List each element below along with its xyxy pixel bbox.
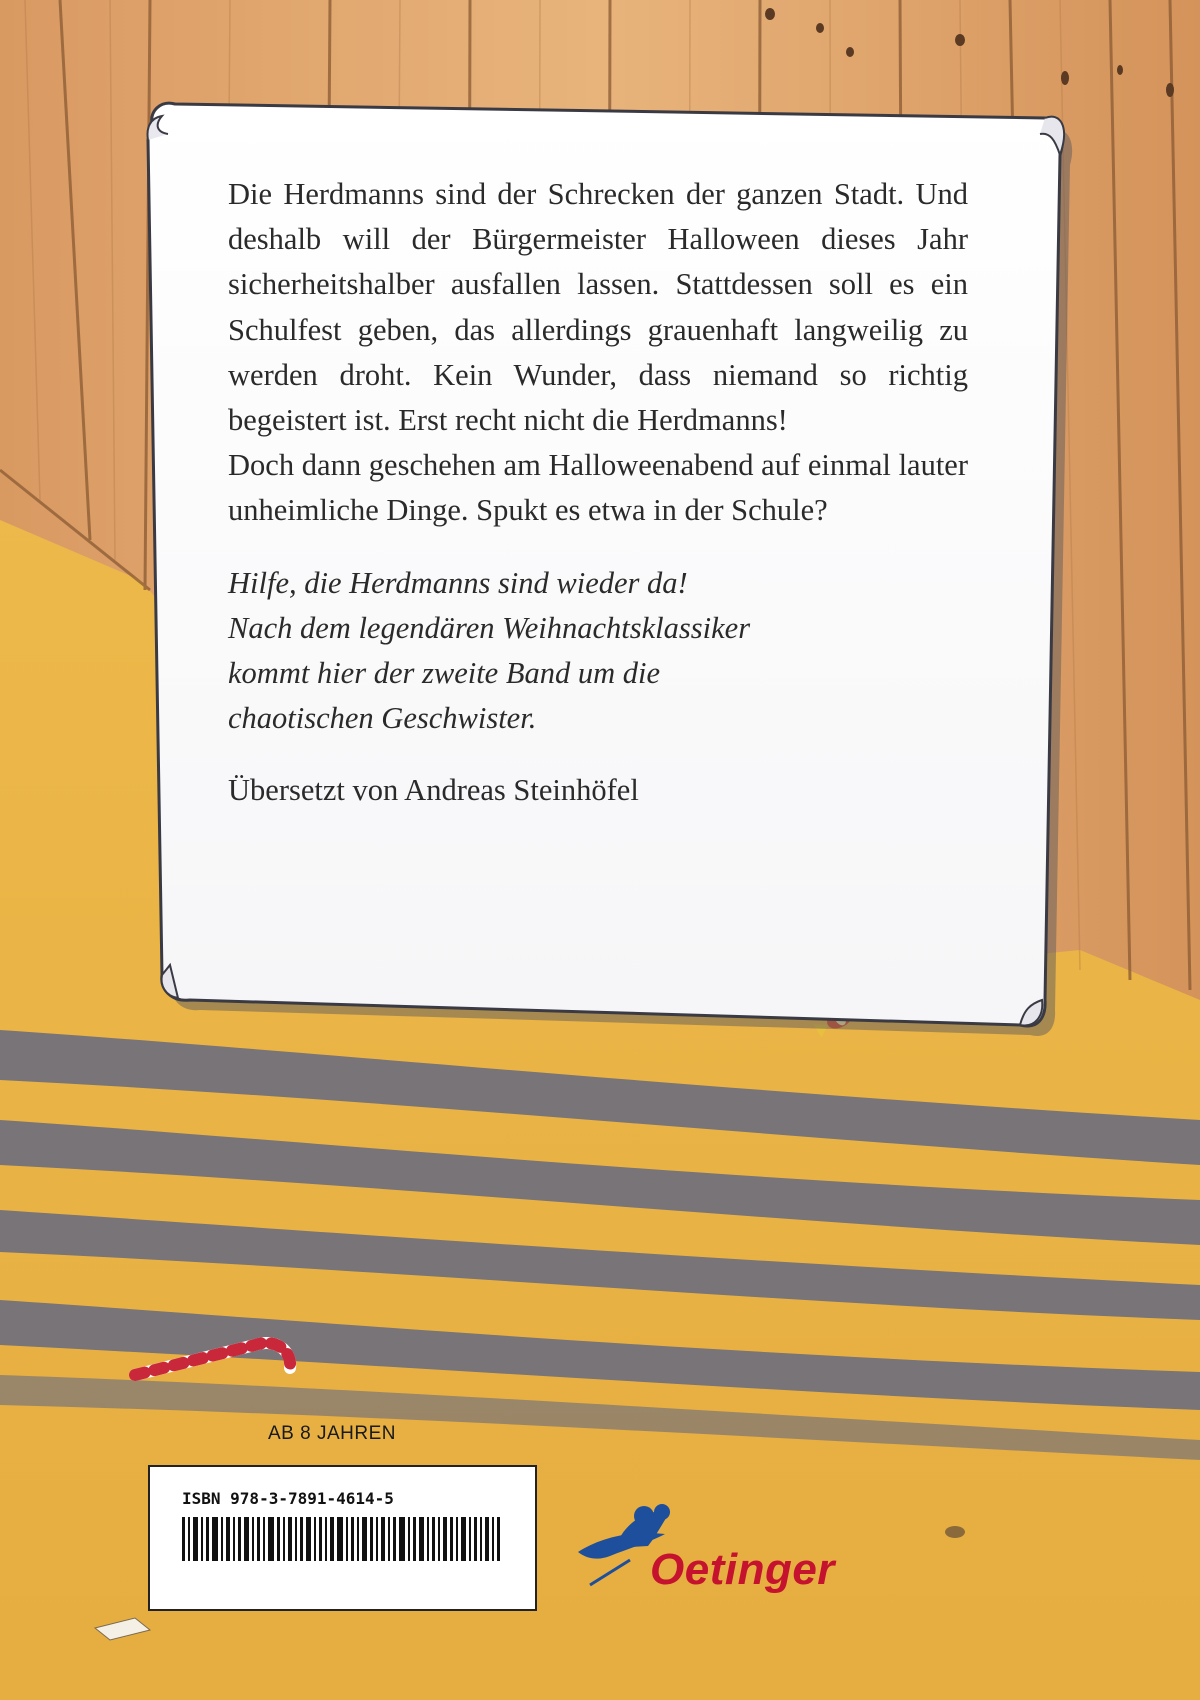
translator-credit: Übersetzt von Andreas Steinhöfel xyxy=(228,773,639,808)
pebble xyxy=(945,1526,965,1538)
publisher-logo-text: Oetinger xyxy=(650,1545,835,1594)
blurb-tagline: Hilfe, die Herdmanns sind wieder da! Nach dem legendären Weihnachtsklassiker kommt hier der zweite Band um die chaotischen Geschwister. xyxy=(228,565,751,736)
blurb-main-text: Die Herdmanns sind der Schrecken der ganzen Stadt. Und deshalb will der Bürgermeister Halloween dieses Jahr sicherheitshalber ausfallen lassen. Stattdessen soll es ein Schulfest geben, das allerdings grauenhaft langweilig zu werden droht. Kein Wunder, dass niemand so richtig begeistert ist. Erst recht nicht die Herdmanns! Doch dann geschehen am Halloweenabend auf einmal lauter unheimliche Dinge. Spukt es etwa in der Schule? xyxy=(228,177,968,528)
barcode-box xyxy=(148,1465,537,1611)
age-rating-label: AB 8 JAHREN xyxy=(268,1423,396,1444)
barcode-icon xyxy=(182,1517,502,1561)
blurb-panel xyxy=(228,172,968,814)
isbn-label: ISBN 978-3-7891-4614-5 xyxy=(182,1489,394,1508)
